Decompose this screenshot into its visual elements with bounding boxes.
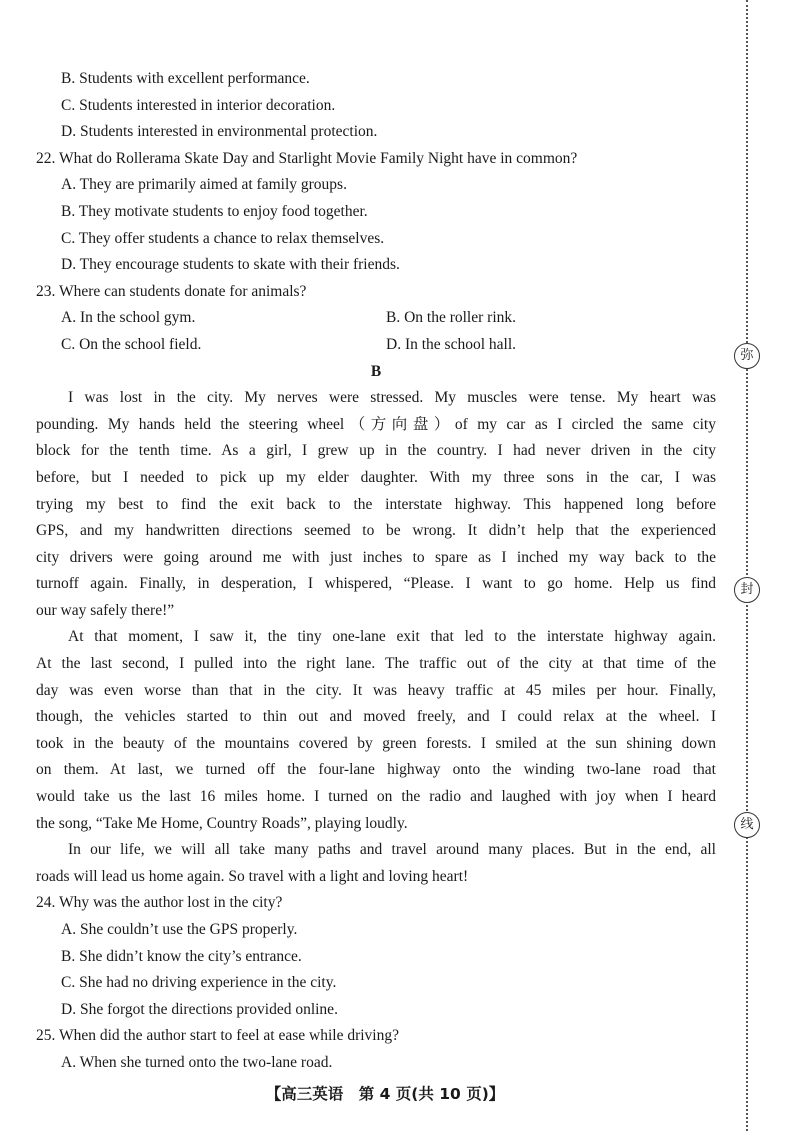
- seal-mi: 弥: [734, 343, 760, 369]
- q21-option-d: D. Students interested in environmental protection.: [61, 123, 378, 141]
- section-heading-b: B: [370, 362, 382, 380]
- passage-line: the song, “Take Me Home, Country Roads”, playing loudly.: [36, 814, 408, 832]
- q21-option-c: C. Students interested in interior decoration.: [61, 96, 336, 114]
- passage-line: before, but I needed to pick up my elder daughter. With my three sons in the car, I was: [36, 468, 716, 486]
- q25-option-a: A. When she turned onto the two-lane road.: [61, 1053, 333, 1071]
- passage-line: though, the vehicles started to thin out and moved freely, and I could relax at the wheel. I: [36, 708, 716, 726]
- passage-line: would take us the last 16 miles home. I turned on the radio and laughed with joy when I heard: [36, 788, 716, 806]
- passage-line: city drivers were going around me with just inches to spare as I inched my way back to the: [36, 548, 716, 566]
- passage-line: our way safely there!”: [36, 601, 175, 619]
- passage-line: trying my best to find the exit back to the interstate highway. This happened long before: [36, 495, 716, 513]
- q23-option-a: A. In the school gym.: [61, 309, 196, 327]
- passage-line: At that moment, I saw it, the tiny one-lane exit that led to the interstate highway again.: [68, 628, 716, 646]
- q23-option-c: C. On the school field.: [61, 335, 202, 353]
- q24-stem: 24. Why was the author lost in the city?: [36, 894, 283, 912]
- q22-option-b: B. They motivate students to enjoy food together.: [61, 202, 368, 220]
- q23-option-b: B. On the roller rink.: [386, 309, 517, 327]
- q22-option-c: C. They offer students a chance to relax themselves.: [61, 229, 385, 247]
- q22-stem: 22. What do Rollerama Skate Day and Starlight Movie Family Night have in common?: [36, 149, 578, 167]
- passage-line: on them. At last, we turned off the four-lane highway onto the winding two-lane road that: [36, 761, 716, 779]
- q25-stem: 25. When did the author start to feel at ease while driving?: [36, 1027, 399, 1045]
- passage-line: In our life, we will all take many paths and travel around many places. But in the end, all: [68, 841, 716, 859]
- binding-dotted-line: [746, 0, 748, 1131]
- passage-line: day was even worse than that in the city. It was heavy traffic at 45 miles per hour. Finally,: [36, 681, 716, 699]
- passage-line: GPS, and my handwritten directions seemed to be wrong. It didn’t help that the experienced: [36, 522, 716, 540]
- passage-line: I was lost in the city. My nerves were stressed. My muscles were tense. My heart was: [68, 389, 716, 407]
- q22-option-a: A. They are primarily aimed at family groups.: [61, 176, 347, 194]
- q24-option-b: B. She didn’t know the city’s entrance.: [61, 947, 302, 965]
- seal-xian: 线: [734, 812, 760, 838]
- q24-option-c: C. She had no driving experience in the city.: [61, 974, 337, 992]
- page-footer: 【高三英语 第 4 页(共 10 页)】: [265, 1085, 505, 1103]
- q23-options-row-1: [36, 305, 716, 332]
- passage-line: turnoff again. Finally, in desperation, I whispered, “Please. I want to go home. Help us find: [36, 575, 716, 593]
- q23-option-d: D. In the school hall.: [386, 335, 517, 353]
- q23-options-row-2: [36, 332, 716, 359]
- q22-option-d: D. They encourage students to skate with their friends.: [61, 256, 400, 274]
- q24-option-d: D. She forgot the directions provided online.: [61, 1000, 338, 1018]
- seal-feng: 封: [734, 577, 760, 603]
- passage-line: pounding. My hands held the steering wheel（方向盘）of my car as I circled the same city: [36, 415, 716, 433]
- q21-option-b: B. Students with excellent performance.: [61, 70, 310, 87]
- passage-line: roads will lead us home again. So travel with a light and loving heart!: [36, 867, 469, 885]
- passage-line: block for the tenth time. As a girl, I grew up in the country. I had never driven in the city: [36, 442, 716, 460]
- q23-stem: 23. Where can students donate for animals?: [36, 282, 307, 300]
- q24-option-a: A. She couldn’t use the GPS properly.: [61, 921, 298, 938]
- exam-page-content: [36, 66, 716, 1077]
- passage-line: At the last second, I pulled into the right lane. The traffic out of the city at that time of the: [36, 655, 716, 673]
- passage-line: took in the beauty of the mountains covered by green forests. I smiled at the sun shining down: [36, 734, 716, 752]
